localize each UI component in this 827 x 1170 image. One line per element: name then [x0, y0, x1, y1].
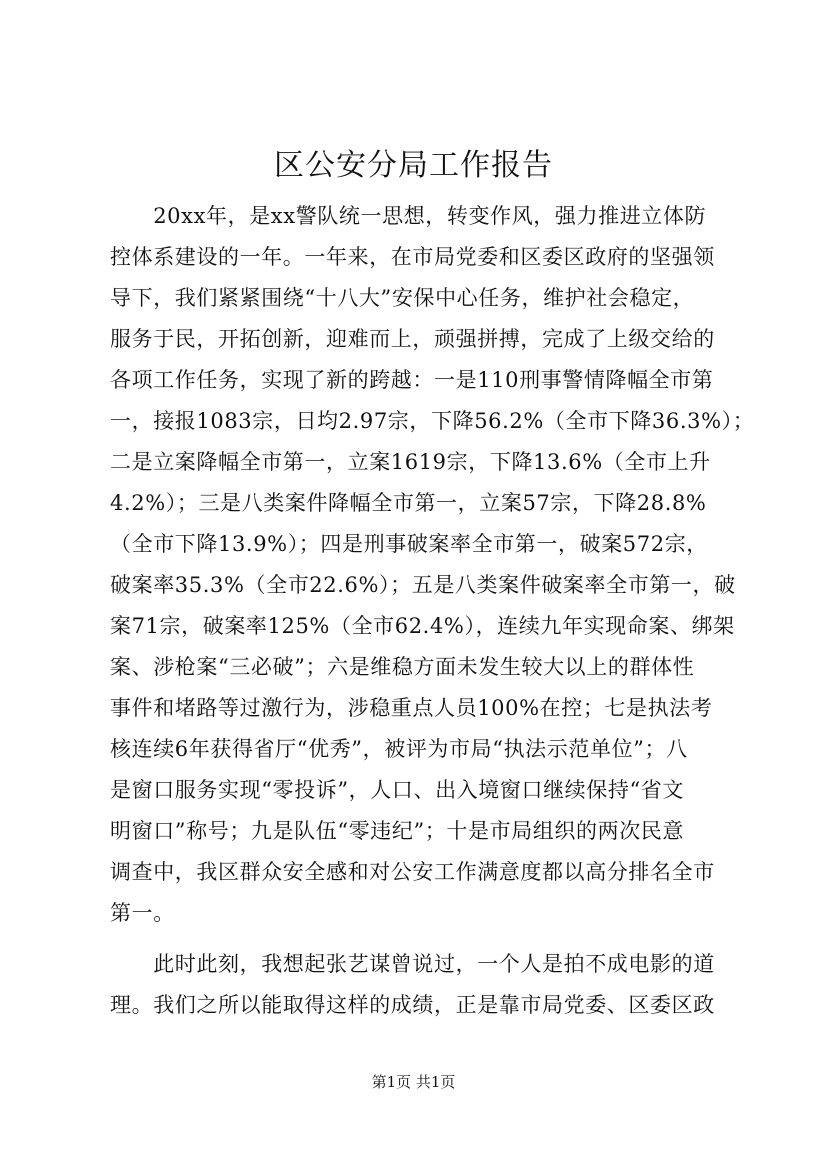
text-line: 事件和堵路等过激行为，涉稳重点人员100%在控；七是执法考 [110, 696, 713, 720]
text-line: 此时此刻，我想起张艺谋曾说过，一个人是拍不成电影的道 [110, 952, 715, 976]
text-line: 一，接报1083宗，日均2.97宗，下降56.2%（全市下降36.3%）； [110, 409, 755, 433]
text-line: 核连续6年获得省厅“优秀”，被评为市局“执法示范单位”；八 [110, 737, 688, 761]
paragraph-gap [110, 934, 730, 944]
text-line: 20xx年，是xx警队统一思想，转变作风，强力推进立体防 [110, 204, 707, 228]
text-line: 调查中，我区群众安全感和对公安工作满意度都以高分排名全市 [110, 860, 715, 884]
text-line: 各项工作任务，实现了新的跨越：一是110刑事警情降幅全市第 [110, 368, 714, 392]
page-number-footer: 第1页 共1页 [371, 1073, 456, 1091]
text-line: 二是立案降幅全市第一，立案1619宗，下降13.6%（全市上升 [110, 450, 711, 474]
text-line: （全市下降13.9%）；四是刑事破案率全市第一，破案572宗， [110, 532, 708, 556]
text-line: 4.2%）；三是八类案件降幅全市第一，立案57宗，下降28.8% [110, 491, 707, 515]
text-line: 第一。 [110, 901, 175, 925]
text-line: 是窗口服务实现“零投诉”，人口、出入境窗口继续保持“省文 [110, 778, 685, 802]
text-line: 案、涉枪案“三必破”；六是维稳方面未发生较大以上的群体性 [110, 655, 695, 679]
text-line: 理。我们之所以能取得这样的成绩，正是靠市局党委、区委区政 [110, 993, 715, 1017]
document-body [110, 196, 755, 1026]
text-line: 服务于民，开拓创新，迎难而上，顽强拼搏，完成了上级交给的 [110, 327, 715, 351]
paragraph-2 [110, 944, 730, 1026]
text-line: 控体系建设的一年。一年来，在市局党委和区委区政府的坚强领 [110, 245, 715, 269]
text-line: 破案率35.3%（全市22.6%）；五是八类案件破案率全市第一，破 [110, 573, 736, 597]
text-line: 导下，我们紧紧围绕“十八大”安保中心任务，维护社会稳定， [110, 286, 695, 310]
text-line: 明窗口”称号；九是队伍“零违纪”；十是市局组织的两次民意 [110, 819, 685, 843]
text-line: 案71宗，破案率125%（全市62.4%），连续九年实现命案、绑架 [110, 614, 735, 638]
paragraph-1 [110, 196, 755, 934]
document-title: 区公安分局工作报告 [274, 148, 553, 183]
